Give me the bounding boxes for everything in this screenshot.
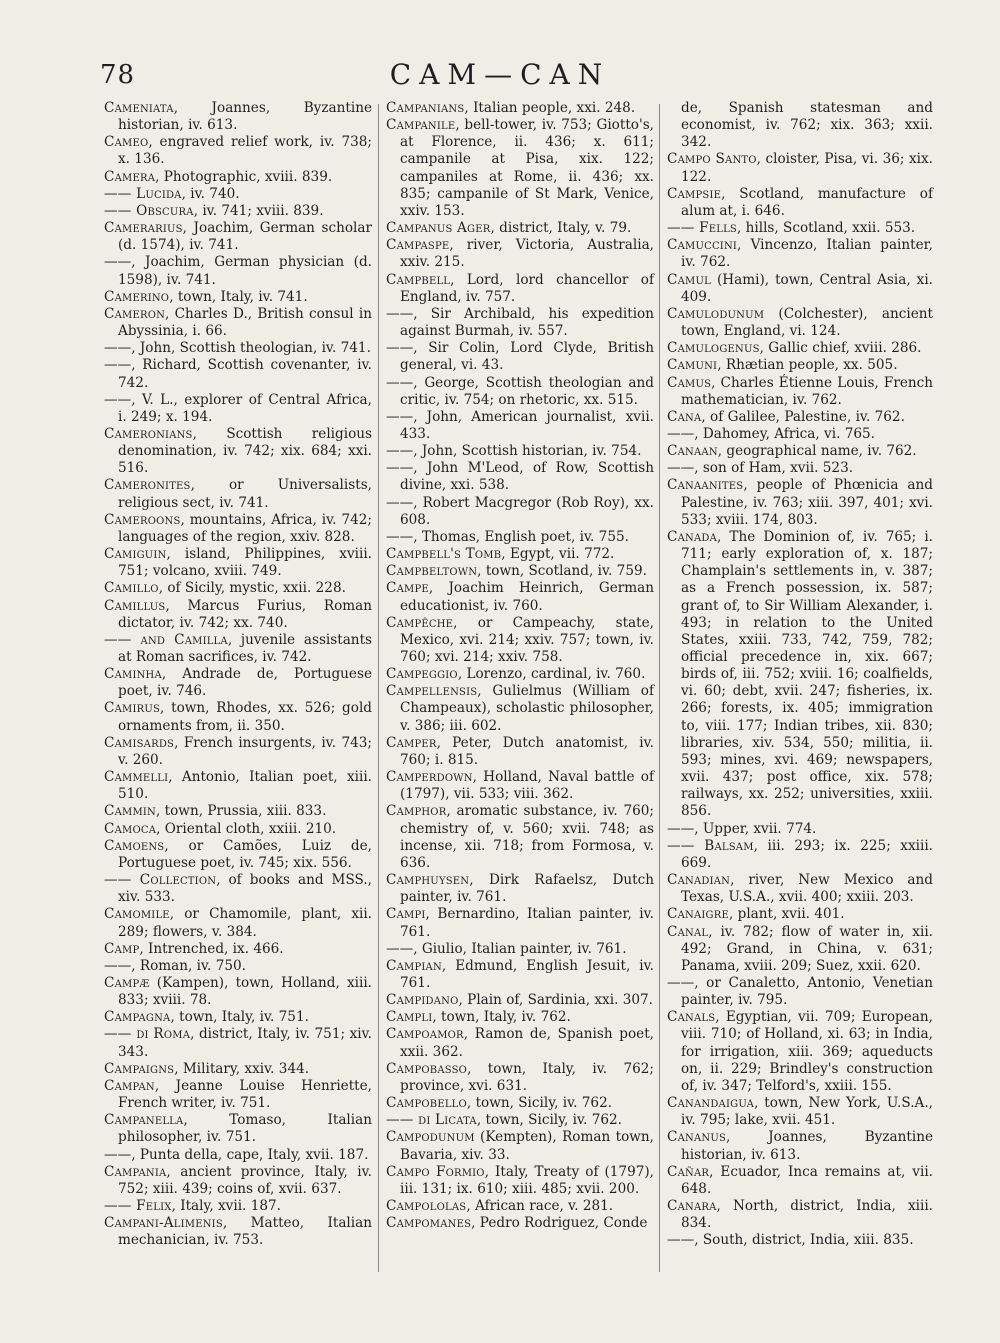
entry-text: , town, Rhodes, xx. 526; gold ornaments from, ii. 350. xyxy=(118,700,372,734)
index-entry xyxy=(667,100,933,151)
index-entry xyxy=(386,460,654,494)
index-entry xyxy=(386,769,654,803)
index-entry xyxy=(104,872,372,906)
index-entry xyxy=(386,1164,654,1198)
entry-text: ——, Dahomey, Africa, vi. 765. xyxy=(667,425,875,442)
index-entry xyxy=(104,220,372,254)
entry-headword: Camphuysen xyxy=(386,872,470,889)
entry-text: , town, Sicily, iv. 762. xyxy=(466,1095,613,1112)
entry-text: , Antonio, Italian poet, xiii. 510. xyxy=(118,769,372,803)
index-entry xyxy=(104,838,372,872)
index-entry xyxy=(386,803,654,872)
entry-headword: Camperdown xyxy=(386,769,473,786)
entry-text: , hills, Scotland, xxii. 553. xyxy=(736,220,916,237)
entry-headword: Campanella xyxy=(104,1112,184,1129)
entry-text: , Intrenched, ix. 466. xyxy=(139,940,284,957)
index-entry xyxy=(104,1061,372,1078)
entry-text: , iv. 741; xviii. 839. xyxy=(193,202,324,219)
entry-headword: —— Felix xyxy=(104,1198,172,1214)
entry-text: de, Spanish statesman and economist, iv. 762; xix. 363; xxii. 342. xyxy=(681,100,933,151)
entry-headword: Cameronians xyxy=(104,425,193,442)
entry-text: , or Campeachy, state, Mexico, xvi. 214; xxiv. 757; town, iv. 760; xvi. 214; xxiv. 758. xyxy=(400,614,654,665)
index-entry xyxy=(386,615,654,666)
entry-text: , or Camões, Luiz de, Portuguese poet, iv. 745; xix. 556. xyxy=(118,837,372,871)
index-entry xyxy=(386,340,654,374)
entry-headword: Cameo xyxy=(104,134,149,151)
index-entry xyxy=(667,237,933,271)
entry-headword: Camillo xyxy=(104,580,159,597)
index-entry xyxy=(386,1129,654,1163)
entry-headword: Camisards xyxy=(104,734,175,751)
index-entry xyxy=(386,941,654,958)
entry-text: , Italy, Treaty of (1797), iii. 131; ix. 610; xiii. 485; xvii. 200. xyxy=(400,1163,654,1197)
index-entry xyxy=(104,735,372,769)
index-entry xyxy=(104,134,372,168)
entry-headword: Cameniata xyxy=(104,100,174,116)
entry-text: (Kempten), Roman town, Bavaria, xiv. 33. xyxy=(400,1129,654,1163)
entry-text: ——, George, Scottish theologian and critic, iv. 754; on rhetoric, xx. 515. xyxy=(386,374,654,408)
entry-headword: —— di Roma xyxy=(104,1026,191,1043)
entry-text: , bell-tower, iv. 753; Giotto's, at Florence, ii. 436; x. 611; campanile at Pisa, xix. 122; campaniles at Rome, ii. 436; xx. 835; campanile of St Mark, Venice, xxiv. 153. xyxy=(400,117,654,219)
entry-text: , river, New Mexico and Texas, U.S.A., xvii. 400; xxiii. 203. xyxy=(681,872,933,906)
index-entry xyxy=(104,666,372,700)
index-entry xyxy=(667,306,933,340)
entry-text: , Andrade de, Portuguese poet, iv. 746. xyxy=(118,666,372,700)
entry-text: ——, John, Scottish historian, iv. 754. xyxy=(386,443,642,460)
index-entry xyxy=(667,443,933,460)
index-entry xyxy=(386,529,654,546)
entry-text: , Joachim Heinrich, German educationist, iv. 760. xyxy=(400,580,654,614)
index-entry xyxy=(667,906,933,923)
entry-headword: Campæ xyxy=(104,974,150,991)
column-divider xyxy=(659,104,660,1272)
entry-text: , Italian people, xxi. 248. xyxy=(464,100,636,116)
entry-text: , town, Italy, iv. 751. xyxy=(170,1009,309,1026)
index-entry xyxy=(667,186,933,220)
index-entry xyxy=(104,546,372,580)
entry-headword: Campbell xyxy=(386,271,451,288)
entry-text: , Peter, Dutch anatomist, iv. 760; i. 815. xyxy=(400,734,654,768)
entry-headword: Camphor xyxy=(386,803,447,820)
entry-text: , town, Italy, iv. 762; province, xvi. 631. xyxy=(400,1060,654,1094)
index-entry xyxy=(104,1147,372,1164)
entry-text: , town, Italy, iv. 762. xyxy=(432,1009,571,1026)
entry-text: , Pedro Rodriguez, Conde xyxy=(471,1215,648,1232)
entry-text: , Gulielmus (William of Champeaux), scholastic philosopher, v. 386; iii. 602. xyxy=(400,683,654,734)
index-entry xyxy=(667,477,933,528)
index-entry xyxy=(667,340,933,357)
index-entry xyxy=(667,1129,933,1163)
entry-text: ——, John, American journalist, xvii. 433. xyxy=(386,408,654,442)
index-column-2 xyxy=(386,100,654,1232)
entry-headword: Campidano xyxy=(386,992,459,1009)
entry-headword: Camul xyxy=(667,271,711,288)
entry-text: , plant, xvii. 401. xyxy=(728,906,845,923)
entry-text: ——, Joachim, German physician (d. 1598), iv. 741. xyxy=(104,254,372,288)
entry-headword: Camoca xyxy=(104,820,157,837)
entry-text: , The Dominion of, iv. 765; i. 711; early exploration of, x. 187; Champlain's settlements in, v. 387; as a French possession, ix. 587; grant of, to Sir William Alexander, i. 493; in relation to the United States, xxiii. 733, 742, 759, 782; official precedence in, xix. 667; birds of, iii. 752; xviii. 16; coalfields, vi. 60; debt, xvii. 247; fisheries, ix. 266; forests, ix. 405; immigration to, viii. 177; Indian tribes, xii. 830; libraries, xiv. 534, 550; militia, ii. 593; mines, xvi. 469; newspapers, xvii. 437; post office, xix. 578; railways, xx. 252; universities, xxiii. 856. xyxy=(681,528,933,820)
entry-text: , Holland, Naval battle of (1797), vii. 533; viii. 362. xyxy=(400,769,654,803)
entry-text: , island, Philippines, xviii. 751; volcano, xviii. 749. xyxy=(118,546,372,580)
entry-headword: Campbeltown xyxy=(386,563,478,580)
index-entry xyxy=(667,1095,933,1129)
entry-headword: Campian xyxy=(386,957,442,974)
entry-headword: Camerarius xyxy=(104,220,183,237)
entry-headword: Cana xyxy=(667,408,702,425)
entry-text: , Plain of, Sardinia, xxi. 307. xyxy=(458,992,653,1009)
index-entry xyxy=(667,272,933,306)
entry-text: , Tomaso, Italian philosopher, iv. 751. xyxy=(118,1112,372,1146)
entry-headword: Campêche xyxy=(386,614,454,631)
entry-text: , Marcus Furius, Roman dictator, iv. 742; xx. 740. xyxy=(118,597,372,631)
index-column-1 xyxy=(104,100,372,1249)
entry-text: , Photographic, xviii. 839. xyxy=(155,168,333,185)
index-entry xyxy=(386,992,654,1009)
index-entry xyxy=(104,1112,372,1146)
entry-headword: Camomile xyxy=(104,906,170,923)
index-entry xyxy=(104,958,372,975)
entry-text: , of Galilee, Palestine, iv. 762. xyxy=(701,408,905,425)
entry-text: ——, John M'Leod, of Row, Scottish divine, xxi. 538. xyxy=(386,460,654,494)
index-entry xyxy=(386,1198,654,1215)
entry-headword: Cananus xyxy=(667,1129,727,1146)
index-entry xyxy=(667,872,933,906)
index-entry xyxy=(386,546,654,563)
entry-text: ——, John, Scottish theologian, iv. 741. xyxy=(104,340,371,357)
entry-headword: Campololas xyxy=(386,1198,467,1214)
entry-text: ——, Robert Macgregor (Rob Roy), xx. 608. xyxy=(386,494,654,528)
entry-text: , Scottish religious denomination, iv. 742; xix. 684; xxi. 516. xyxy=(118,425,372,477)
entry-text: , town, Prussia, xiii. 833. xyxy=(156,803,327,820)
entry-text: , town, New York, U.S.A., iv. 795; lake, xvii. 451. xyxy=(681,1095,933,1129)
index-entry xyxy=(104,1078,372,1112)
entry-headword: Campan xyxy=(104,1077,155,1094)
entry-text: , town, Sicily, iv. 762. xyxy=(476,1112,622,1129)
index-entry xyxy=(104,632,372,666)
entry-headword: —— Lucida xyxy=(104,185,182,202)
entry-headword: Campoamor xyxy=(386,1026,464,1043)
entry-text: , Vincenzo, Italian painter, iv. 762. xyxy=(681,237,933,271)
index-entry xyxy=(104,306,372,340)
entry-text: , African race, v. 281. xyxy=(466,1198,614,1214)
entry-text: , Bernardino, Italian painter, iv. 761. xyxy=(400,906,654,940)
entry-text: (Kampen), town, Holland, xiii. 833; xviii. 78. xyxy=(118,974,372,1009)
entry-text: , mountains, Africa, iv. 742; languages of the region, xxiv. 828. xyxy=(118,511,372,545)
index-entry xyxy=(386,237,654,271)
entry-text: , Gallic chief, xviii. 286. xyxy=(759,340,922,357)
entry-headword: Campagna xyxy=(104,1009,171,1026)
index-entry xyxy=(104,1009,372,1026)
index-entry xyxy=(667,460,933,477)
entry-headword: Canaan xyxy=(667,443,718,460)
index-entry xyxy=(386,906,654,940)
index-entry xyxy=(667,409,933,426)
index-entry xyxy=(386,735,654,769)
entry-text: , of books and MSS., xiv. 533. xyxy=(118,872,372,906)
entry-text: ——, Sir Archibald, his expedition against Burmah, iv. 557. xyxy=(386,305,654,340)
entry-text: , Joannes, Byzantine historian, iv. 613. xyxy=(681,1129,933,1163)
index-entry xyxy=(104,392,372,426)
entry-headword: Camulogenus xyxy=(667,340,760,357)
index-entry xyxy=(386,495,654,529)
entry-text: , iv. 740. xyxy=(181,185,240,202)
index-entry xyxy=(104,1215,372,1249)
index-entry xyxy=(386,1026,654,1060)
entry-text: , engraved relief work, iv. 738; x. 136. xyxy=(118,134,372,168)
entry-headword: Campi xyxy=(386,906,426,923)
index-entry xyxy=(104,1198,372,1215)
index-entry xyxy=(104,357,372,391)
entry-headword: Cameroons xyxy=(104,511,181,528)
index-entry xyxy=(667,220,933,237)
entry-headword: Canandaigua xyxy=(667,1095,755,1112)
entry-headword: Canals xyxy=(667,1009,716,1026)
entry-headword: Canada xyxy=(667,528,718,545)
entry-text: (Colchester), ancient town, England, vi. 124. xyxy=(681,305,933,340)
entry-headword: Camper xyxy=(386,734,437,751)
entry-text: ——, Roman, iv. 750. xyxy=(104,957,246,974)
index-entry xyxy=(386,666,654,683)
entry-headword: Camirus xyxy=(104,700,161,717)
entry-text: , Military, xxiv. 344. xyxy=(174,1060,310,1077)
entry-text: , Matteo, Italian mechanician, iv. 753. xyxy=(118,1215,372,1249)
entry-headword: Campani-Alimenis xyxy=(104,1215,223,1232)
index-entry xyxy=(667,151,933,185)
entry-headword: Campobello xyxy=(386,1095,467,1112)
index-entry xyxy=(386,563,654,580)
index-entry xyxy=(667,375,933,409)
index-entry xyxy=(386,580,654,614)
index-entry xyxy=(104,254,372,288)
entry-text: ——, Upper, xvii. 774. xyxy=(667,820,817,837)
entry-text: , Italy, xvii. 187. xyxy=(171,1198,281,1214)
entry-headword: Camoens xyxy=(104,837,165,854)
entry-text: ——, Punta della, cape, Italy, xvii. 187. xyxy=(104,1146,369,1163)
index-entry xyxy=(667,357,933,374)
entry-headword: Campbell's Tomb xyxy=(386,546,502,563)
entry-text: , Ramon de, Spanish poet, xxii. 362. xyxy=(400,1026,654,1060)
entry-text: , cloister, Pisa, vi. 36; xix. 122. xyxy=(681,151,933,185)
entry-text: , iii. 293; ix. 225; xxiii. 669. xyxy=(681,837,933,871)
entry-headword: —— Obscura xyxy=(104,202,194,219)
entry-text: , district, Italy, iv. 751; xiv. 343. xyxy=(118,1026,372,1060)
entry-text: , Joachim, German scholar (d. 1574), iv. 741. xyxy=(118,220,372,254)
index-entry xyxy=(386,683,654,734)
index-entry xyxy=(386,1215,654,1232)
index-entry xyxy=(104,700,372,734)
index-entry xyxy=(104,1164,372,1198)
entry-headword: Cañar xyxy=(667,1163,710,1180)
entry-headword: Campaspe xyxy=(386,237,450,254)
index-entry xyxy=(386,306,654,340)
entry-text: , iv. 782; flow of water in, xii. 492; Grand, in China, v. 631; Panama, xviii. 209; Suez, xxii. 620. xyxy=(681,923,933,974)
entry-text: , Lord, lord chancellor of England, iv. 757. xyxy=(400,271,654,305)
index-entry xyxy=(104,975,372,1009)
index-entry xyxy=(104,598,372,632)
column-divider xyxy=(378,104,379,1272)
entry-headword: Campli xyxy=(386,1009,433,1026)
entry-headword: Campobasso xyxy=(386,1060,468,1077)
index-entry xyxy=(386,100,654,117)
entry-text: , or Chamomile, plant, xii. 289; flowers, v. 384. xyxy=(118,906,372,940)
index-entry xyxy=(386,375,654,409)
index-entry xyxy=(104,477,372,511)
index-entry xyxy=(386,1112,654,1129)
index-entry xyxy=(104,906,372,940)
index-entry xyxy=(104,941,372,958)
index-entry xyxy=(667,1198,933,1232)
entry-headword: Camuccini xyxy=(667,237,738,254)
entry-headword: Camillus xyxy=(104,597,166,614)
index-entry xyxy=(386,220,654,237)
entry-text: , Lorenzo, cardinal, iv. 760. xyxy=(457,666,646,683)
entry-headword: —— and Camilla xyxy=(104,631,228,648)
entry-text: ——, Richard, Scottish covenanter, iv. 742. xyxy=(104,357,372,391)
entry-text: , Oriental cloth, xxiii. 210. xyxy=(156,820,337,837)
index-entry xyxy=(386,272,654,306)
index-entry xyxy=(386,1009,654,1026)
running-head: CAM—CAN xyxy=(389,58,611,91)
entry-headword: Camus xyxy=(667,374,712,391)
entry-headword: Canal xyxy=(667,923,709,940)
entry-text: ——, V. L., explorer of Central Africa, i. 249; x. 194. xyxy=(104,391,372,425)
entry-text: , Dirk Rafaelsz, Dutch painter, iv. 761. xyxy=(400,872,654,906)
entry-headword: Campodunum xyxy=(386,1129,475,1146)
entry-headword: Cameronites xyxy=(104,477,191,494)
entry-headword: Campanile xyxy=(386,117,456,134)
index-entry xyxy=(104,769,372,803)
entry-headword: —— Balsam xyxy=(667,837,754,854)
index-entry xyxy=(104,289,372,306)
entry-headword: Campania xyxy=(104,1163,167,1180)
index-entry xyxy=(104,821,372,838)
index-entry xyxy=(386,1095,654,1112)
entry-headword: Campeggio xyxy=(386,666,458,683)
entry-headword: Campsie xyxy=(667,185,722,202)
entry-text: , Joannes, Byzantine historian, iv. 613. xyxy=(118,100,372,134)
entry-text: , Charles Étienne Louis, French mathematician, iv. 762. xyxy=(681,374,933,408)
entry-headword: Camp xyxy=(104,940,140,957)
entry-headword: Camulodunum xyxy=(667,305,765,322)
index-entry xyxy=(104,803,372,820)
entry-text: , Jeanne Louise Henriette, French writer, iv. 751. xyxy=(118,1077,372,1112)
index-entry xyxy=(386,443,654,460)
entry-text: , ancient province, Italy, iv. 752; xiii. 439; coins of, xvii. 637. xyxy=(118,1163,372,1197)
entry-headword: Campo Formio xyxy=(386,1163,485,1180)
entry-text: , aromatic substance, iv. 760; chemistry of, v. 560; xvii. 748; as incense, xii. 718; from Formosa, v. 636. xyxy=(400,803,654,871)
index-entry xyxy=(104,1026,372,1060)
index-entry xyxy=(104,340,372,357)
index-entry xyxy=(386,409,654,443)
entry-text: , district, Italy, v. 79. xyxy=(490,220,632,237)
entry-text: (Hami), town, Central Asia, xi. 409. xyxy=(681,271,933,305)
entry-headword: Camuni xyxy=(667,357,718,374)
index-entry xyxy=(104,186,372,203)
index-entry xyxy=(667,924,933,975)
index-entry xyxy=(667,1009,933,1095)
entry-headword: Canaanites xyxy=(667,477,744,494)
entry-text: , French insurgents, iv. 743; v. 260. xyxy=(118,734,372,768)
index-column-3 xyxy=(667,100,933,1249)
index-entry xyxy=(667,1232,933,1249)
entry-text: , Egyptian, vii. 709; European, viii. 710; of Holland, xi. 63; in India, for irrigation, xiii. 369; aqueducts on, ii. 229; Brindley's construction of, iv. 347; Telford's, xxiii. 155. xyxy=(681,1009,933,1094)
entry-headword: Camerino xyxy=(104,288,170,305)
entry-headword: Campomanes xyxy=(386,1215,472,1232)
index-entry xyxy=(386,958,654,992)
entry-headword: Camera xyxy=(104,168,156,185)
entry-text: ——, son of Ham, xvii. 523. xyxy=(667,460,854,477)
index-entry xyxy=(386,872,654,906)
entry-headword: —— Fells xyxy=(667,220,737,237)
index-entry xyxy=(104,203,372,220)
index-entry xyxy=(104,512,372,546)
entry-text: , Scotland, manufacture of alum at, i. 646. xyxy=(681,185,933,219)
entry-text: , North, district, India, xiii. 834. xyxy=(681,1198,933,1232)
entry-text: , Charles D., British consul in Abyssinia, i. 66. xyxy=(118,305,372,340)
entry-text: ——, South, district, India, xiii. 835. xyxy=(667,1232,914,1249)
entry-text: ——, Giulio, Italian painter, iv. 761. xyxy=(386,940,627,957)
entry-text: , Egypt, vii. 772. xyxy=(501,546,615,563)
entry-text: , Ecuador, Inca remains at, vii. 648. xyxy=(681,1163,933,1197)
entry-headword: Caminha xyxy=(104,666,162,683)
index-entry xyxy=(667,838,933,872)
entry-text: ——, Sir Colin, Lord Clyde, British general, vi. 43. xyxy=(386,340,654,374)
entry-headword: Campellensis xyxy=(386,683,478,700)
entry-headword: —— di Licata xyxy=(386,1112,477,1129)
index-entry xyxy=(104,580,372,597)
entry-text: , juvenile assistants at Roman sacrifices, iv. 742. xyxy=(118,631,373,665)
entry-headword: Canara xyxy=(667,1198,717,1214)
entry-text: ——, Thomas, English poet, iv. 755. xyxy=(386,528,629,545)
entry-headword: Cammin xyxy=(104,803,157,820)
entry-headword: Campo Santo xyxy=(667,151,757,168)
entry-text: ——, or Canaletto, Antonio, Venetian painter, iv. 795. xyxy=(667,974,933,1009)
entry-headword: Canaigre xyxy=(667,906,729,923)
entry-text: , river, Victoria, Australia, xxiv. 215. xyxy=(400,237,654,271)
entry-text: , town, Italy, iv. 741. xyxy=(169,288,308,305)
page-number: 78 xyxy=(100,60,136,90)
entry-headword: Cameron xyxy=(104,305,166,322)
entry-headword: Campaigns xyxy=(104,1060,175,1077)
index-entry xyxy=(104,100,372,134)
entry-headword: Campanians xyxy=(386,100,465,116)
index-entry xyxy=(104,426,372,477)
entry-text: , geographical name, iv. 762. xyxy=(717,443,917,460)
entry-headword: Cammelli xyxy=(104,769,169,786)
entry-text: , people of Phœnicia and Palestine, iv. 763; xiii. 397, 401; xvi. 533; xviii. 174, 803. xyxy=(681,477,933,528)
index-entry xyxy=(667,975,933,1009)
entry-text: , of Sicily, mystic, xxii. 228. xyxy=(158,580,346,597)
entry-headword: Canadian xyxy=(667,872,731,889)
index-entry xyxy=(667,1164,933,1198)
entry-headword: Campe xyxy=(386,580,429,597)
entry-text: , Rhætian people, xx. 505. xyxy=(717,357,898,374)
index-entry xyxy=(386,1061,654,1095)
index-entry xyxy=(386,117,654,220)
entry-text: , or Universalists, religious sect, iv. 741. xyxy=(118,477,372,511)
entry-text: , Edmund, English Jesuit, iv. 761. xyxy=(400,957,654,991)
index-entry xyxy=(667,821,933,838)
entry-text: , town, Scotland, iv. 759. xyxy=(477,563,647,580)
index-entry xyxy=(667,529,933,821)
entry-headword: Camiguin xyxy=(104,546,167,563)
entry-headword: —— Collection xyxy=(104,872,217,889)
index-entry xyxy=(104,169,372,186)
index-entry xyxy=(667,426,933,443)
entry-headword: Campanus Ager xyxy=(386,220,491,237)
